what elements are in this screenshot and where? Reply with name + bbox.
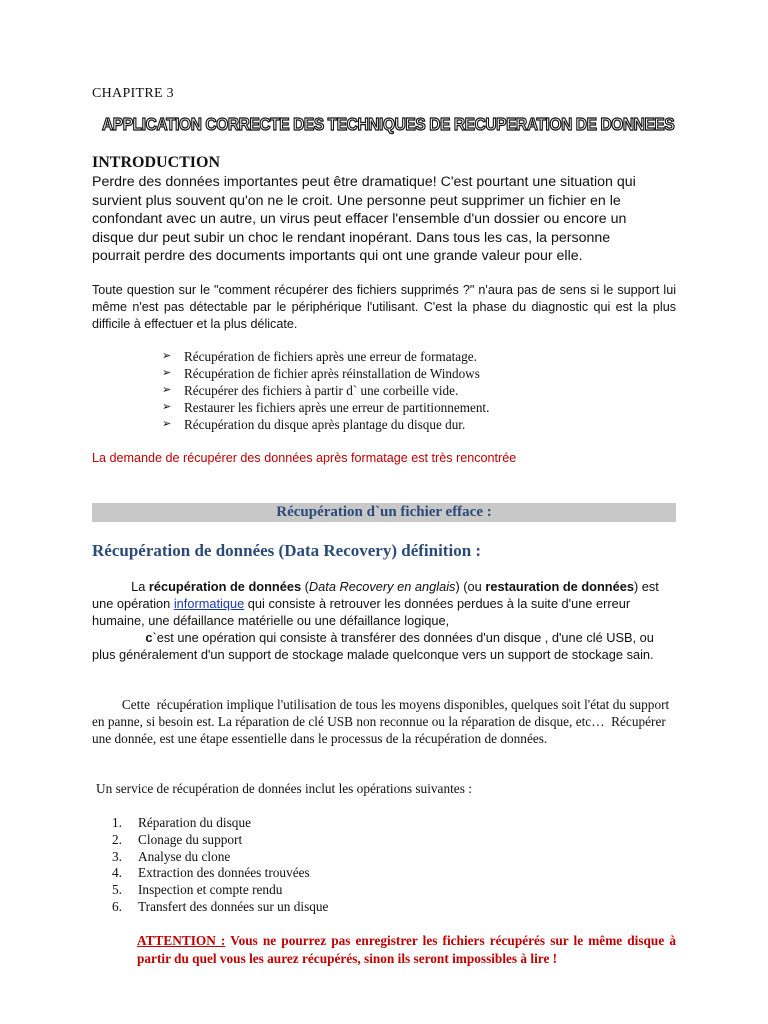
list-item: 1. Réparation du disque bbox=[112, 815, 251, 830]
section-heading-bar: Récupération d`un fichier efface : bbox=[92, 503, 676, 522]
attention-warning: ATTENTION : Vous ne pourrez pas enregistrer les fichiers récupérés sur le même disque à partir du quel vous les aurez récupérés, sinon ils seront impossibles à lire ! bbox=[137, 933, 676, 966]
list-item: 3. Analyse du clone bbox=[112, 848, 231, 864]
service-intro: Un service de récupération de données inclut les opérations suivantes : bbox=[96, 781, 472, 796]
arrow-bullet-icon: ➢ bbox=[162, 384, 172, 396]
arrow-bullet-icon: ➢ bbox=[162, 350, 172, 362]
chapter-label: CHAPITRE 3 bbox=[92, 86, 174, 101]
informatique-link[interactable]: informatique bbox=[173, 596, 245, 611]
diagnostic-paragraph: Toute question sur le "comment récupérer des fichiers supprimés ?" n'aura pas de sens si le support lui même n'est pas détectable par le périphérique l'utilisant. C'est la phase du diagnostic qui est la plus difficile à effectuer et la plus délicate. bbox=[92, 283, 676, 331]
list-item: 6. Transfert des données sur un disque bbox=[112, 898, 329, 914]
attention-label: ATTENTION : bbox=[137, 933, 226, 948]
list-item: 2. Clonage du support bbox=[112, 831, 243, 847]
list-item: ➢ Récupération de fichier après réinstallation de Windows bbox=[162, 366, 480, 381]
definition-heading: Récupération de données (Data Recovery) définition : bbox=[92, 541, 482, 560]
list-item: ➢ Récupération de fichiers après une erreur de formatage. bbox=[162, 349, 477, 364]
definition-paragraph: La récupération de données (Data Recovery en anglais) (ou restauration de données) est une opération informatique qui consiste à retrouver les données perdues à la suite d'une erreur humaine, une défaillance matérielle ou une défaillance logique, c`est une opération qui consiste à transférer des données d'un disque , d'une clé USB, ou plus généralement d'un support de stockage malade quelconque vers un support de stockage sain. bbox=[92, 579, 659, 662]
formatting-note: La demande de récupérer des données après formatage est très rencontrée bbox=[92, 451, 517, 465]
list-item: ➢ Restaurer les fichiers après une erreur de partitionnement. bbox=[162, 400, 490, 415]
list-item: ➢ Récupération du disque après plantage du disque dur. bbox=[162, 417, 466, 432]
document-title: APPLICATION CORRECTE DES TECHNIQUES DE RECUPERATION DE DONNEES bbox=[102, 115, 675, 135]
list-item: 4. Extraction des données trouvées bbox=[112, 865, 310, 881]
operations-list bbox=[112, 815, 328, 916]
arrow-bullet-icon: ➢ bbox=[162, 401, 172, 413]
recovery-cases-list bbox=[162, 348, 489, 433]
recovery-process-paragraph: Cette récupération implique l'utilisation de tous les moyens disponibles, quelques soit l'état du support en panne, si besoin est. La réparation de clé USB non reconnue ou la réparation de disque, etc… Récupérer une donnée, est une étape essentielle dans le processus de la récupération de données. bbox=[92, 697, 673, 746]
arrow-bullet-icon: ➢ bbox=[162, 367, 172, 379]
arrow-bullet-icon: ➢ bbox=[162, 418, 172, 430]
list-item: 5. Inspection et compte rendu bbox=[112, 882, 283, 898]
list-item: ➢ Récupérer des fichiers à partir d` une corbeille vide. bbox=[162, 383, 459, 398]
introduction-heading: INTRODUCTION bbox=[92, 154, 221, 171]
introduction-paragraph: Perdre des données importantes peut être dramatique! C'est pourtant une situation qui survient plus souvent qu'on ne le croit. Une personne peut supprimer un fichier en le confondant avec un autre, un virus peut effacer l'ensemble d'un dossier ou encore un disque dur peut subir un choc le rendant inopérant. Dans tous les cas, la personne pourrait perdre des documents importants qui ont une grande valeur pour elle. bbox=[92, 174, 636, 265]
